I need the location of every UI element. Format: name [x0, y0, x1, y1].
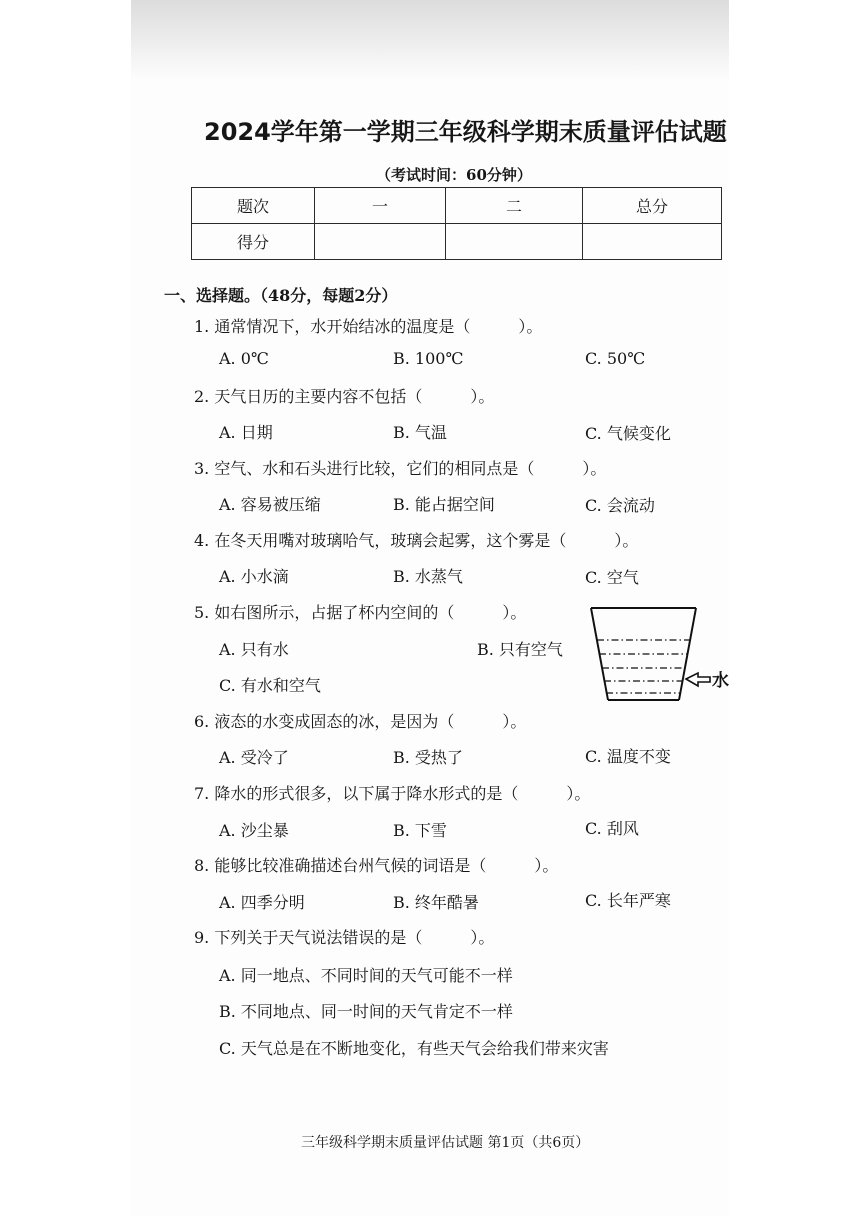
score-table-header-row [192, 188, 722, 224]
answer-option: A. 0℃ [219, 349, 269, 368]
answer-option: B. 不同地点、同一时间的天气肯定不一样 [219, 1002, 513, 1021]
answer-option: A. 沙尘暴 [219, 821, 289, 840]
score-header-cell: 题次 [192, 188, 315, 224]
question-stem: 1. 通常情况下，水开始结冰的温度是（ ）。 [194, 317, 543, 336]
page-top-shadow [131, 0, 729, 80]
exam-duration: （考试时间：60分钟） [376, 166, 532, 184]
answer-option: B. 下雪 [393, 821, 447, 840]
answer-option: B. 能占据空间 [393, 495, 495, 514]
score-cell [446, 224, 583, 260]
score-header-cell: 一 [315, 188, 446, 224]
answer-option: C. 空气 [585, 568, 639, 587]
answer-option: B. 100℃ [393, 349, 464, 368]
score-header-cell: 总分 [583, 188, 722, 224]
answer-option: C. 会流动 [585, 496, 655, 515]
answer-option: A. 四季分明 [219, 893, 305, 912]
question-stem: 5. 如右图所示，占据了杯内空间的（ ）。 [194, 603, 527, 622]
answer-option: C. 气候变化 [585, 424, 671, 443]
answer-option: C. 50℃ [585, 349, 646, 368]
answer-option: B. 受热了 [393, 748, 463, 767]
section-heading: 一、选择题。（48分，每题2分） [164, 286, 398, 305]
score-header-cell: 二 [446, 188, 583, 224]
water-arrow [686, 673, 710, 686]
answer-option: C. 刮风 [585, 819, 639, 838]
cup-with-water-figure [586, 600, 729, 710]
water-label: 水 [712, 671, 729, 691]
score-cell [583, 224, 722, 260]
answer-option: B. 气温 [393, 423, 447, 442]
answer-option: A. 日期 [219, 423, 273, 442]
question-stem: 4. 在冬天用嘴对玻璃哈气，玻璃会起雾，这个雾是（ ）。 [194, 531, 639, 550]
answer-option: C. 温度不变 [585, 747, 671, 766]
answer-option: C. 有水和空气 [219, 676, 321, 695]
answer-option: C. 天气总是在不断地变化，有些天气会给我们带来灾害 [219, 1039, 609, 1058]
answer-option: B. 只有空气 [477, 640, 563, 659]
score-cell [315, 224, 446, 260]
question-stem: 7. 降水的形式很多，以下属于降水形式的是（ ）。 [194, 784, 591, 803]
answer-option: C. 长年严寒 [585, 891, 671, 910]
answer-option: A. 受冷了 [219, 748, 289, 767]
question-stem: 2. 天气日历的主要内容不包括（ ）。 [194, 387, 495, 406]
score-table [191, 187, 722, 260]
answer-option: A. 小水滴 [219, 567, 289, 586]
water-level-lines [597, 640, 690, 693]
answer-option: B. 终年酷暑 [393, 893, 479, 912]
exam-title: 2024学年第一学期三年级科学期末质量评估试题 [204, 118, 727, 146]
exam-page [131, 0, 729, 1216]
score-table-score-row [192, 224, 722, 260]
page-footer: 三年级科学期末质量评估试题 第1页（共6页） [301, 1135, 590, 1151]
question-stem: 8. 能够比较准确描述台州气候的词语是（ ）。 [194, 856, 559, 875]
question-stem: 6. 液态的水变成固态的冰，是因为（ ）。 [194, 712, 527, 731]
answer-option: B. 水蒸气 [393, 567, 463, 586]
answer-option: A. 只有水 [219, 640, 289, 659]
answer-option: A. 同一地点、不同时间的天气可能不一样 [219, 966, 513, 985]
question-stem: 9. 下列关于天气说法错误的是（ ）。 [194, 928, 495, 947]
score-row-label: 得分 [192, 224, 315, 260]
answer-option: A. 容易被压缩 [219, 495, 321, 514]
question-stem: 3. 空气、水和石头进行比较，它们的相同点是（ ）。 [194, 459, 607, 478]
